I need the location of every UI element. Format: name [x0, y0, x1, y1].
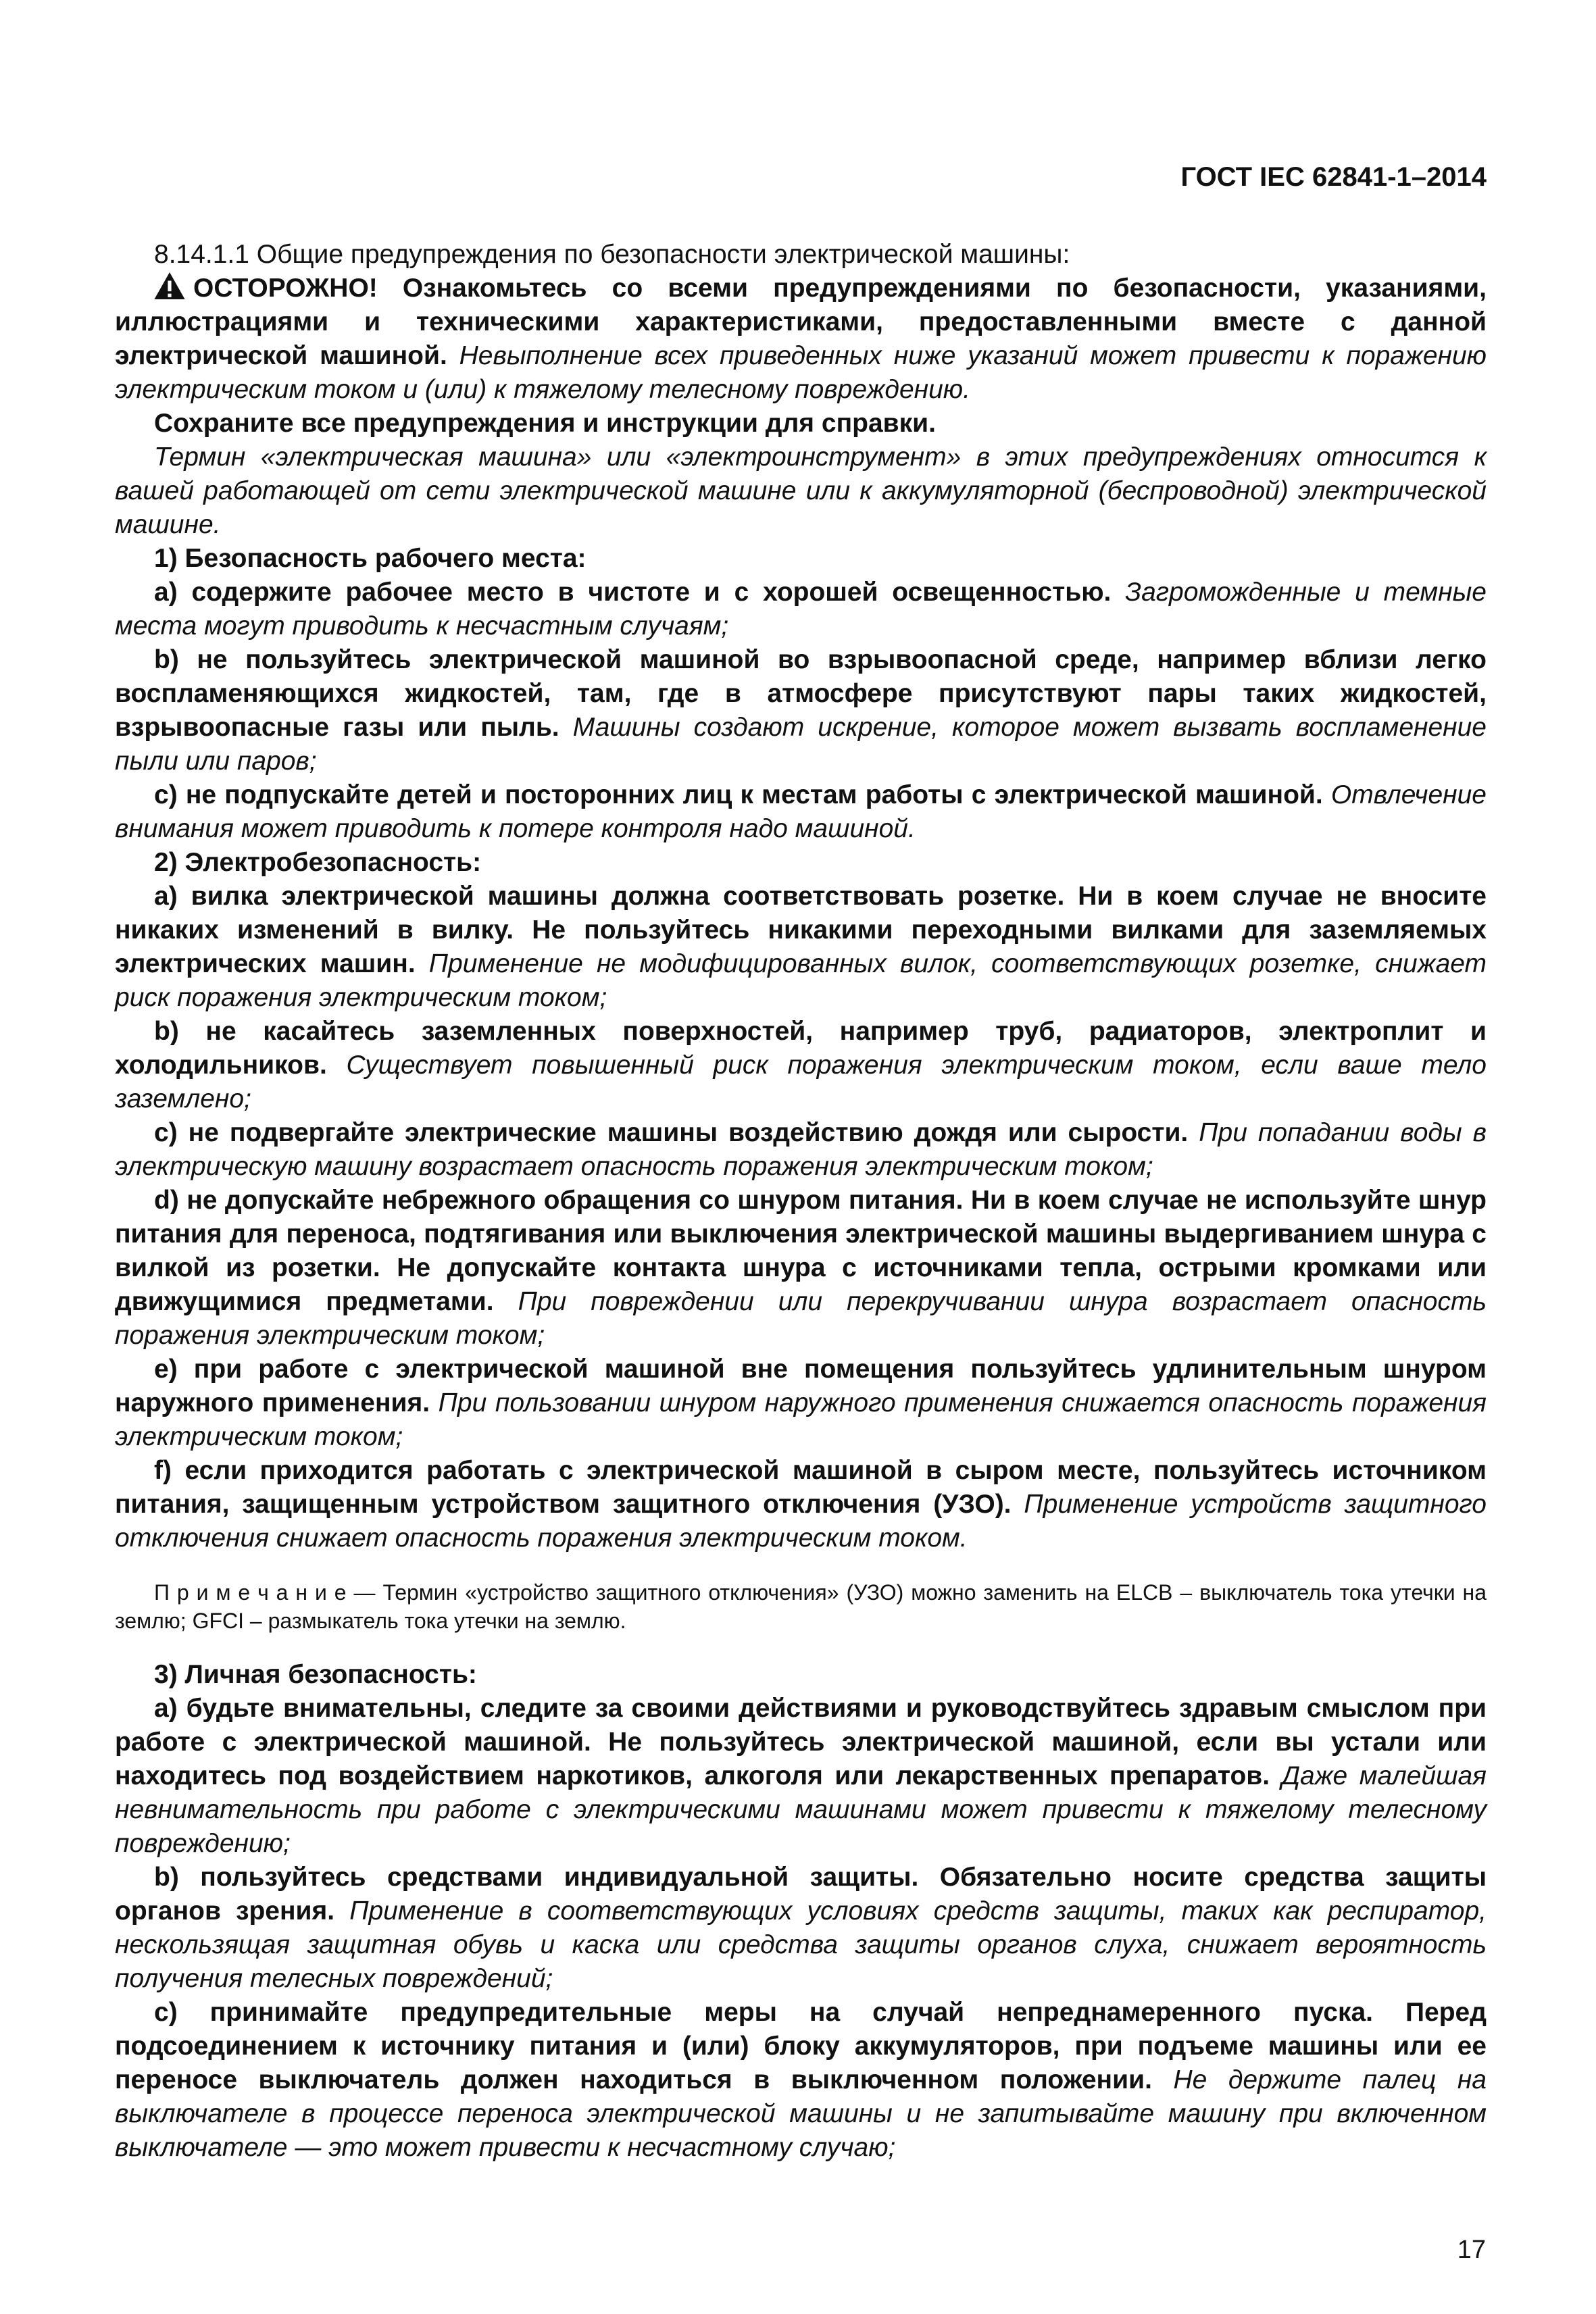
text-run: a) вилка электрической машины должна соответствовать розетке. Ни в коем случае не вносите никаких изменений в вилку. Не пользуйтесь никакими переходными вилками для заземляемых электрических машин. [115, 882, 1487, 978]
text-run: Применение устройств защитного отключения снижает опасность поражения электрическим током. [115, 1490, 1487, 1553]
warning-paragraph [115, 272, 1487, 407]
text-run: Загроможденные и темные места могут приводить к несчастным случаям; [115, 578, 1487, 640]
text-run: f) если приходится работать с электрической машиной в сыром месте, пользуйтесь источником питания, защищенным устройством защитного отключения (УЗО). [115, 1456, 1487, 1519]
text-run: Машины создают искрение, которое может вызвать воспламенение пыли или паров; [115, 713, 1487, 776]
item-3a [115, 1692, 1487, 1861]
text-run: П р и м е ч а н и е — Термин «устройство защитного отключения» (УЗО) можно заменить на ELCB – выключатель тока утечки на землю; GFCI – размыкатель тока утечки на землю. [115, 1580, 1487, 1633]
term-definition-paragraph [115, 441, 1487, 542]
item-1a [115, 576, 1487, 643]
note-paragraph [115, 1578, 1487, 1635]
text-run: При повреждении или перекручивании шнура возрастает опасность поражения электрическим током; [115, 1287, 1487, 1350]
text-run: a) будьте внимательны, следите за своими действиями и руководствуйтесь здравым смыслом при работе с электрической машиной. Не пользуйтесь электрической машиной, если вы устали или находитесь под воздействием наркотиков, алкоголя или лекарственных препаратов. [115, 1694, 1487, 1790]
text-run: e) при работе с электрической машиной вне помещения пользуйтесь удлинительным шнуром наружного применения. [115, 1355, 1487, 1417]
text-run: a) содержите рабочее место в чистоте и с хорошей освещенностью. [154, 578, 1126, 607]
text-run: 8.14.1.1 Общие предупреждения по безопасности электрической машины: [154, 240, 1070, 269]
item-1c [115, 778, 1487, 846]
text-run: ОСТОРОЖНО! Ознакомьтесь со всеми предупреждениями по безопасности, указаниями, иллюстрациями и техническими характеристиками, предоставленными вместе с данной электрической машиной. [115, 274, 1487, 370]
text-run: c) не подвергайте электрические машины воздействию дождя или сырости. [154, 1118, 1199, 1147]
text-run: d) не допускайте небрежного обращения со шнуром питания. Ни в коем случае не используйте шнур питания для переноса, подтягивания или выключения электрической машины выдергиванием шнура с вилкой из розетки. Не допускайте контакта шнура с источниками тепла, острыми кромками или движущимися предметами. [115, 1186, 1487, 1316]
item-2c [115, 1116, 1487, 1184]
item-2d [115, 1184, 1487, 1353]
item-2f [115, 1454, 1487, 1555]
text-run: Применение в соответствующих условиях средств защиты, таких как респиратор, нескользящая защитная обувь и каска или средства защиты органов слуха, снижает вероятность получения телесных повреждений; [115, 1896, 1487, 1993]
item-1b [115, 643, 1487, 778]
warning-icon [154, 272, 185, 299]
text-run: Существует повышенный риск поражения электрическим током, если ваше тело заземлено; [115, 1051, 1487, 1113]
text-run: c) принимайте предупредительные меры на случай непреднамеренного пуска. Перед подсоединением к источнику питания и (или) блоку аккумуляторов, при подъеме машины или ее переносе выключатель должен находиться в выключенном положении. [115, 1998, 1487, 2094]
text-run: b) не касайтесь заземленных поверхностей, например труб, радиаторов, электроплит и холодильников. [115, 1017, 1487, 1080]
item-2b [115, 1015, 1487, 1116]
text-run: Сохраните все предупреждения и инструкции для справки. [154, 409, 936, 438]
text-run: Применение не модифицированных вилок, соответствующих розетке, снижает риск поражения электрическим током; [115, 949, 1487, 1012]
text-run: Термин «электрическая машина» или «электроинструмент» в этих предупреждениях относится к вашей работающей от сети электрической машине или к аккумуляторной (беспроводной) электрической машине. [115, 443, 1487, 539]
heading-1-workplace-safety [115, 542, 1487, 576]
item-2e [115, 1353, 1487, 1454]
heading-2-electrical-safety [115, 846, 1487, 880]
item-2a [115, 880, 1487, 1015]
page-number: 17 [1457, 2236, 1486, 2264]
item-3c [115, 1996, 1487, 2165]
document-header: ГОСТ IEC 62841-1–2014 [1180, 162, 1487, 192]
item-3b [115, 1861, 1487, 1996]
text-run: c) не подпускайте детей и посторонних лиц к местам работы с электрической машиной. [154, 780, 1331, 809]
text-run: Даже малейшая невнимательность при работе с электрическими машинами может привести к тяжелому телесному повреждению; [115, 1761, 1487, 1858]
text-run: При пользовании шнуром наружного применения снижается опасность поражения электрическим током; [115, 1388, 1487, 1451]
text-run: b) не пользуйтесь электрической машиной во взрывоопасной среде, например вблизи легко воспламеняющихся жидкостей, там, где в атмосфере присутствуют пары таких жидкостей, взрывоопасные газы или пыль. [115, 645, 1487, 742]
text-run: 1) Безопасность рабочего места: [154, 544, 587, 573]
document-body [115, 238, 1487, 2165]
save-instructions-paragraph [115, 407, 1487, 441]
text-run: Не держите палец на выключателе в процессе переноса электрической машины и не запитывайте машину при включенном выключателе — это может привести к несчастному случаю; [115, 2065, 1487, 2162]
text-run: Невыполнение всех приведенных ниже указаний может привести к поражению электрическим током и (или) к тяжелому телесному повреждению. [115, 341, 1487, 404]
heading-3-personal-safety [115, 1658, 1487, 1692]
text-run: При попадании воды в электрическую машину возрастает опасность поражения электрическим током; [115, 1118, 1487, 1181]
text-run: 2) Электробезопасность: [154, 848, 482, 877]
clause-8-14-1-1 [115, 238, 1487, 272]
text-run: Отвлечение внимания может приводить к потере контроля надо машиной. [115, 780, 1487, 843]
text-run: 3) Личная безопасность: [154, 1660, 477, 1689]
text-run: b) пользуйтесь средствами индивидуальной защиты. Обязательно носите средства защиты органов зрения. [115, 1863, 1487, 1926]
